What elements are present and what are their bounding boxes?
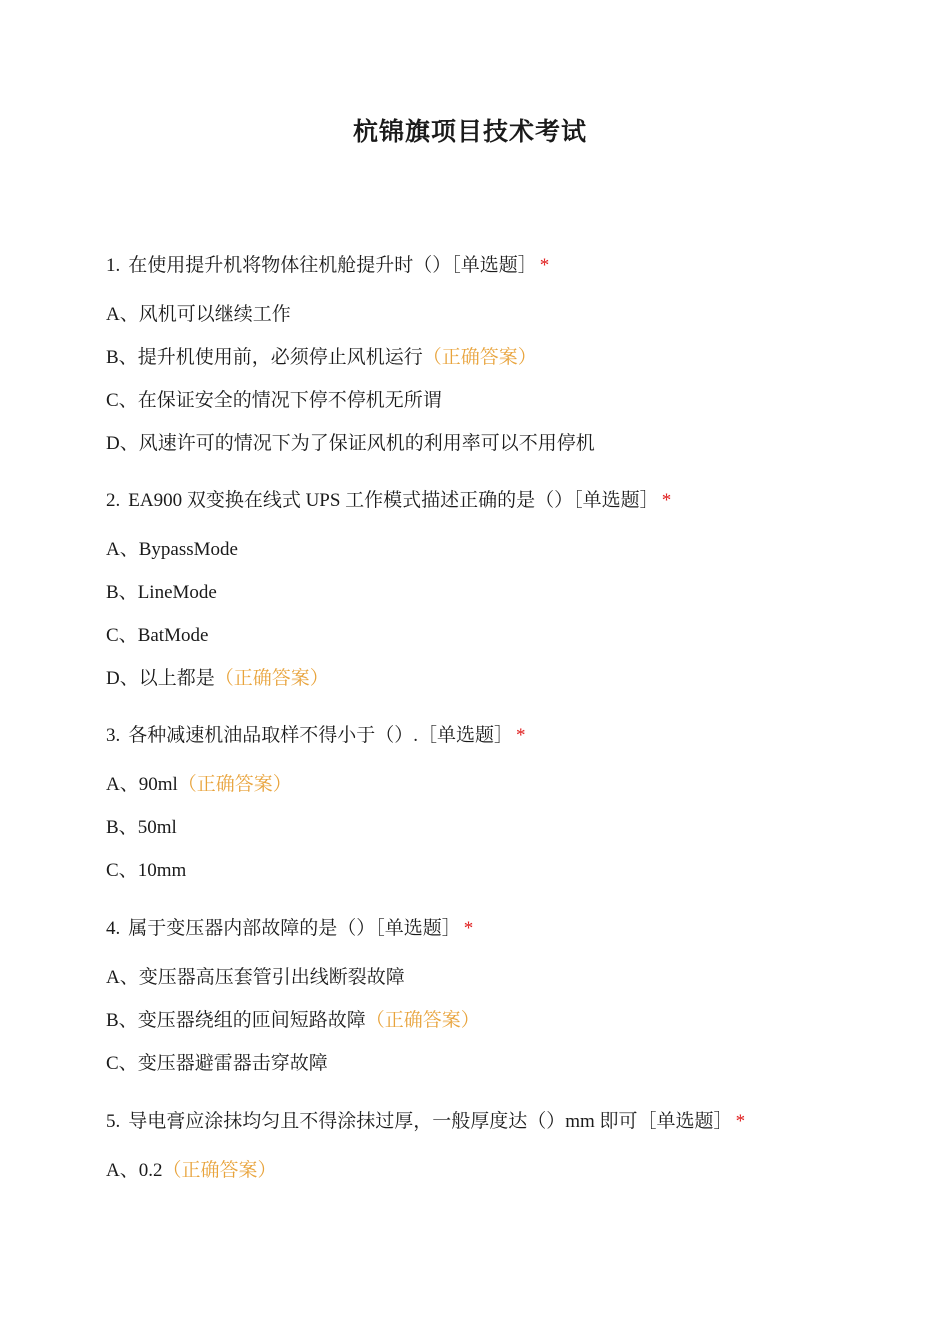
option-text: 以上都是 [138, 668, 215, 689]
option-text: BatMode [137, 625, 209, 646]
answer-option[interactable] [106, 344, 886, 372]
answer-option[interactable] [106, 387, 886, 415]
question-label: 导电膏应涂抹均匀且不得涂抹过厚，一般厚度达（）mm 即可［单选题］ [128, 1111, 733, 1132]
option-text: LineMode [137, 582, 217, 603]
option-text: 风机可以继续工作 [138, 304, 291, 325]
question-block [106, 1108, 886, 1185]
correct-answer-tag: （正确答案） [422, 347, 537, 368]
answer-option[interactable] [106, 857, 886, 885]
option-text: 风速许可的情况下为了保证风机的利用率可以不用停机 [138, 433, 595, 454]
option-text: 0.2 [138, 1160, 163, 1181]
question-text [106, 252, 886, 280]
option-letter: A、 [106, 539, 139, 560]
correct-answer-tag: （正确答案） [214, 668, 329, 689]
answer-option[interactable] [106, 1157, 886, 1185]
question-number: 3. [106, 725, 121, 746]
question-text [106, 915, 886, 943]
required-mark: * [735, 1111, 746, 1132]
question-number: 2. [106, 490, 121, 511]
correct-answer-tag: （正确答案） [162, 1160, 277, 1181]
question-block [106, 722, 886, 885]
option-text: 变压器避雷器击穿故障 [137, 1053, 328, 1074]
question-text [106, 722, 886, 750]
option-letter: B、 [106, 817, 138, 838]
page-title: 杭锦旗项目技术考试 [352, 117, 587, 146]
option-letter: C、 [106, 625, 138, 646]
option-letter: A、 [106, 967, 139, 988]
answer-option[interactable] [106, 1050, 886, 1078]
question-label: 在使用提升机将物体往机舱提升时（）［单选题］ [128, 255, 537, 276]
answer-option[interactable] [106, 430, 886, 458]
option-letter: A、 [106, 774, 139, 795]
answer-option[interactable] [106, 622, 886, 650]
correct-answer-tag: （正确答案） [177, 774, 292, 795]
option-letter: A、 [106, 1160, 139, 1181]
answer-option[interactable] [106, 1007, 886, 1035]
question-number: 5. [106, 1111, 121, 1132]
answer-option[interactable] [106, 301, 886, 329]
question-text [106, 487, 886, 515]
answer-option[interactable] [106, 814, 886, 842]
option-letter: D、 [106, 668, 139, 689]
option-letter: C、 [106, 390, 138, 411]
option-text: BypassMode [138, 539, 238, 560]
option-text: 在保证安全的情况下停不停机无所谓 [137, 390, 442, 411]
answer-option[interactable] [106, 964, 886, 992]
answer-option[interactable] [106, 665, 886, 693]
option-letter: C、 [106, 860, 138, 881]
option-letter: B、 [106, 582, 138, 603]
question-block [106, 915, 886, 1078]
question-label: 属于变压器内部故障的是（）［单选题］ [128, 918, 461, 939]
option-text: 10mm [137, 860, 187, 881]
option-letter: C、 [106, 1053, 138, 1074]
answer-option[interactable] [106, 771, 886, 799]
required-mark: * [539, 255, 550, 276]
option-text: 90ml [138, 774, 178, 795]
question-text [106, 1108, 886, 1136]
answer-option[interactable] [106, 536, 886, 564]
question-label: EA900 双变换在线式 UPS 工作模式描述正确的是（）［单选题］ [128, 490, 659, 511]
question-number: 4. [106, 918, 121, 939]
option-letter: D、 [106, 433, 139, 454]
required-mark: * [463, 918, 474, 939]
question-number: 1. [106, 255, 121, 276]
option-letter: B、 [106, 1010, 138, 1031]
option-text: 变压器高压套管引出线断裂故障 [138, 967, 405, 988]
required-mark: * [661, 490, 672, 511]
option-letter: A、 [106, 304, 139, 325]
option-text: 提升机使用前，必须停止风机运行 [137, 347, 423, 368]
option-letter: B、 [106, 347, 138, 368]
question-label: 各种减速机油品取样不得小于（）.［单选题］ [128, 725, 514, 746]
option-text: 变压器绕组的匝间短路故障 [137, 1010, 366, 1031]
answer-option[interactable] [106, 579, 886, 607]
option-text: 50ml [137, 817, 177, 838]
question-block [106, 487, 886, 693]
required-mark: * [516, 725, 526, 746]
correct-answer-tag: （正确答案） [365, 1010, 480, 1031]
question-block [106, 252, 886, 458]
